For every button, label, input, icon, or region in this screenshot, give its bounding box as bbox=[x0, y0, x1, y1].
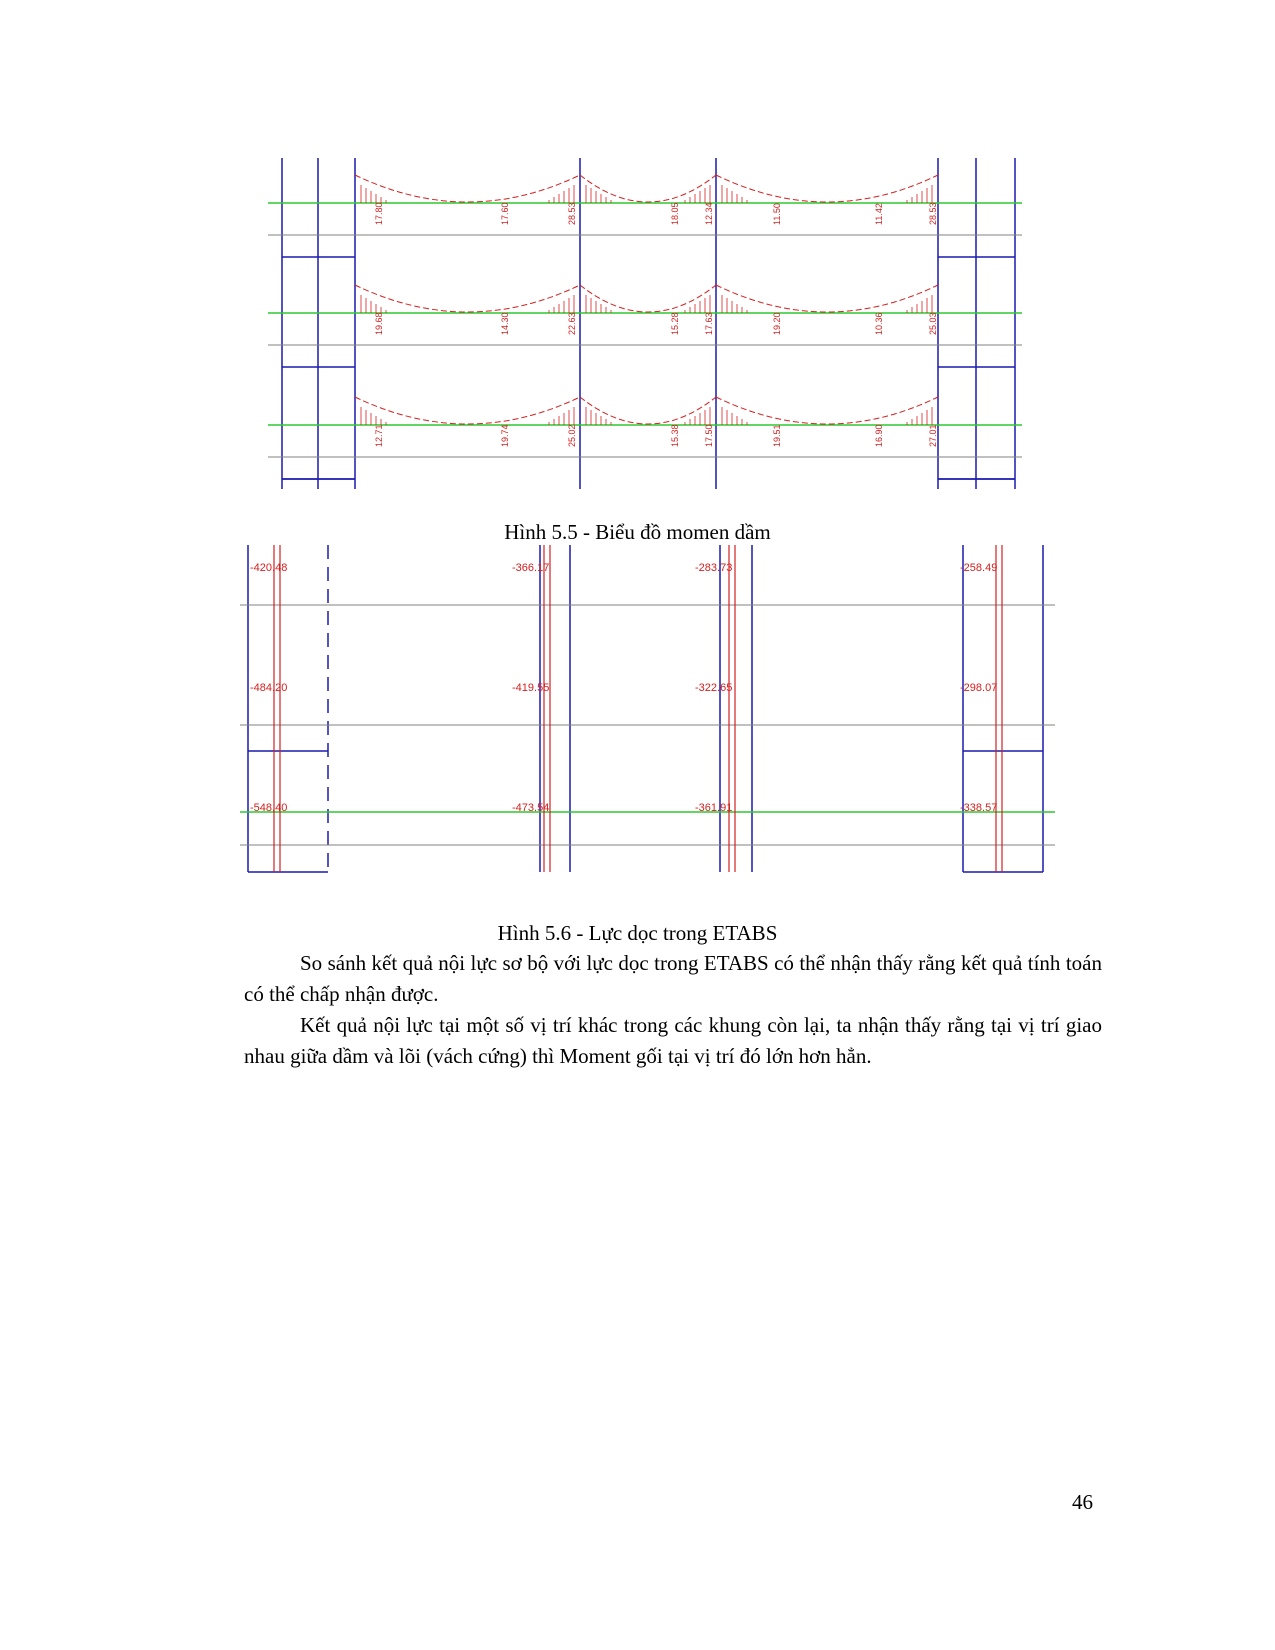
moment-labels bbox=[374, 202, 938, 447]
moment-label: 28.53 bbox=[928, 202, 938, 225]
moment-label: 25.03 bbox=[928, 312, 938, 335]
moment-curve bbox=[716, 175, 938, 202]
moment-label: 17.63 bbox=[704, 312, 714, 335]
moment-beam-curves bbox=[355, 175, 938, 425]
moment-label: 12.34 bbox=[704, 202, 714, 225]
moment-label: 27.01 bbox=[928, 424, 938, 447]
beam-moment-diagram bbox=[260, 155, 1080, 515]
moment-label: 22.63 bbox=[567, 312, 577, 335]
body-paragraph-2: Kết quả nội lực tại một số vị trí khác trong các khung còn lại, ta nhận thấy rằng tại vị trí giao nhau giữa dầm và lõi (vách cứng) thì Moment gối tại vị trí đó lớn hơn hẳn. bbox=[244, 1013, 1102, 1068]
axial-force-label: -419.55 bbox=[512, 682, 550, 694]
figure-caption-axial: Hình 5.6 - Lực dọc trong ETABS bbox=[497, 921, 778, 945]
axial-force-label: -322.65 bbox=[695, 682, 733, 694]
axial-frame-lines bbox=[240, 545, 1055, 872]
axial-force-label: -338.57 bbox=[960, 802, 998, 814]
axial-force-label: -361.91 bbox=[695, 802, 733, 814]
moment-label: 15.38 bbox=[670, 424, 680, 447]
moment-label: 17.80 bbox=[374, 202, 384, 225]
page-number: 46 bbox=[1072, 1490, 1093, 1514]
moment-curve bbox=[355, 175, 580, 202]
moment-curve bbox=[355, 285, 580, 312]
moment-label: 28.53 bbox=[567, 202, 577, 225]
axial-force-label: -258.49 bbox=[960, 562, 998, 574]
moment-label: 25.02 bbox=[567, 424, 577, 447]
axial-force-label: -484.20 bbox=[250, 682, 288, 694]
moment-label: 18.05 bbox=[670, 202, 680, 225]
moment-curve bbox=[716, 397, 938, 424]
axial-force-label: -420.48 bbox=[250, 562, 288, 574]
axial-force-label: -298.07 bbox=[960, 682, 998, 694]
moment-label: 10.36 bbox=[874, 312, 884, 335]
moment-curve bbox=[716, 285, 938, 312]
moment-curve bbox=[580, 175, 716, 202]
axial-labels bbox=[250, 562, 997, 814]
moment-label: 19.74 bbox=[500, 424, 510, 447]
moment-curve bbox=[355, 397, 580, 424]
figure-caption-moment: Hình 5.5 - Biểu đồ momen dầm bbox=[504, 520, 771, 544]
moment-curve bbox=[580, 285, 716, 312]
moment-label: 19.51 bbox=[772, 424, 782, 447]
moment-label: 16.90 bbox=[874, 424, 884, 447]
moment-label: 19.68 bbox=[374, 312, 384, 335]
moment-label: 15.28 bbox=[670, 312, 680, 335]
axial-force-label: -283.73 bbox=[695, 562, 733, 574]
axial-force-label: -366.17 bbox=[512, 562, 550, 574]
moment-label: 19.20 bbox=[772, 312, 782, 335]
axial-force-label: -548.40 bbox=[250, 802, 288, 814]
moment-label: 11.42 bbox=[874, 203, 884, 225]
axial-force-label: -473.54 bbox=[512, 802, 550, 814]
moment-curve bbox=[580, 397, 716, 424]
moment-label: 12.71 bbox=[374, 424, 384, 447]
moment-label: 17.50 bbox=[704, 424, 714, 447]
moment-label: 17.60 bbox=[500, 202, 510, 225]
axial-force-diagram bbox=[240, 545, 1115, 910]
moment-label: 11.50 bbox=[772, 203, 782, 225]
body-paragraph-1: So sánh kết quả nội lực sơ bộ với lực dọc trong ETABS có thể nhận thấy rằng kết quả tính toán có thể chấp nhận được. bbox=[244, 951, 1102, 1006]
moment-label: 14.30 bbox=[500, 312, 510, 335]
